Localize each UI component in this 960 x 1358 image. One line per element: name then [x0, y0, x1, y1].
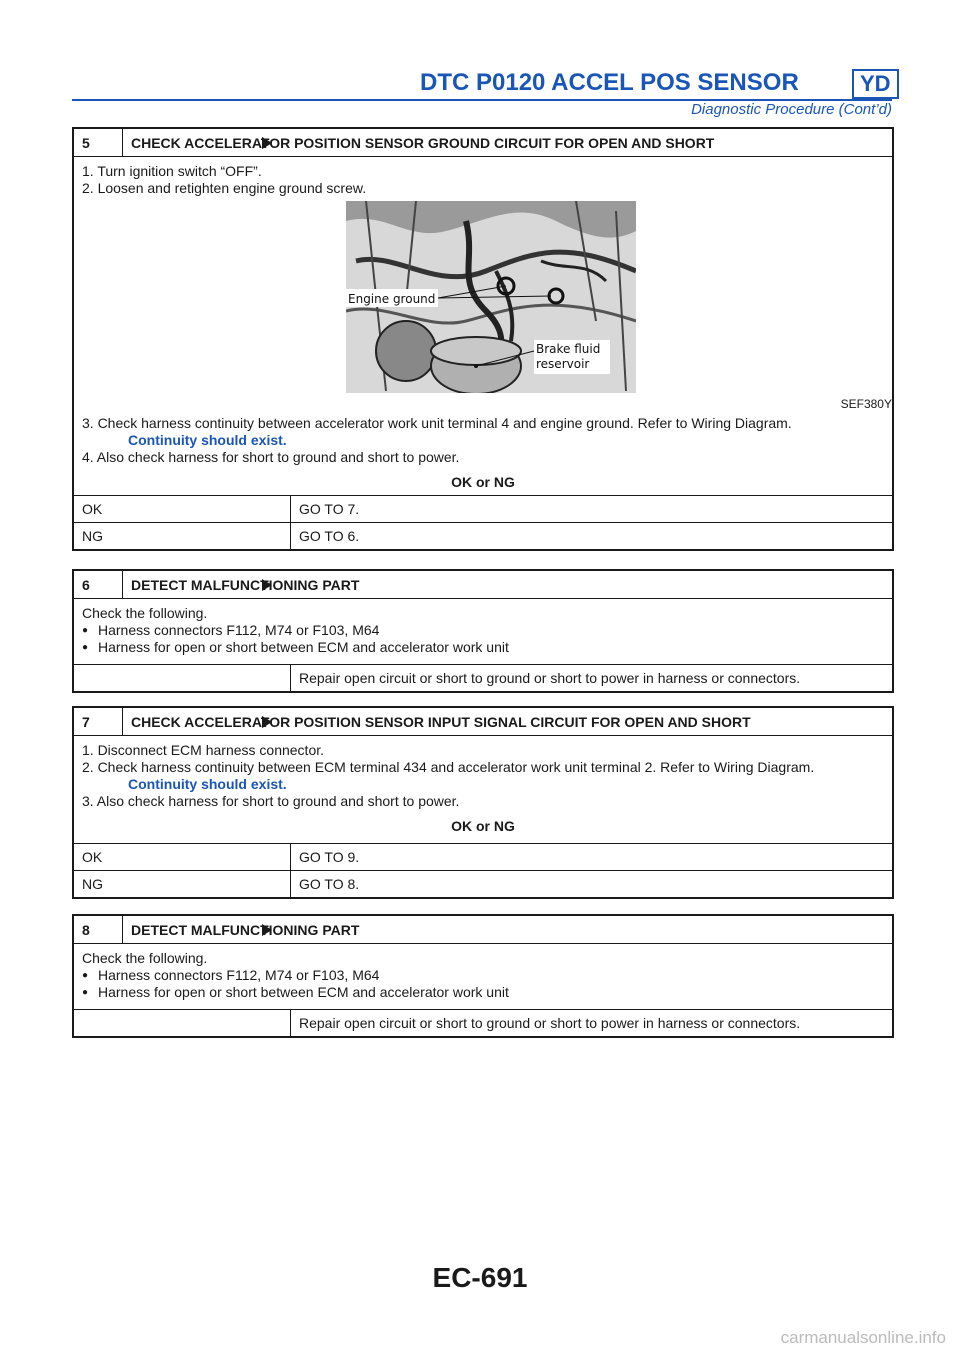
- instruction-line: 4. Also check harness for short to ground and short to power.: [82, 449, 460, 465]
- arrow-right-icon: [262, 924, 272, 936]
- document-title: DTC P0120 ACCEL POS SENSOR: [420, 69, 799, 96]
- arrow-right-icon: [262, 716, 272, 728]
- figure-code: SEF380Y: [840, 397, 892, 411]
- step-6-block: [72, 569, 894, 693]
- step-8-body: [74, 943, 892, 1009]
- step-number: 5: [74, 129, 123, 156]
- arrow-right-icon: [262, 579, 272, 591]
- result-row: [74, 1009, 892, 1036]
- step-title: CHECK ACCELERATOR POSITION SENSOR INPUT SIGNAL CIRCUIT FOR OPEN AND SHORT: [131, 714, 751, 730]
- step-6-heading: [74, 571, 892, 598]
- result-row-ng: [74, 522, 892, 549]
- result-row-ok: [74, 843, 892, 870]
- result-label: OK: [82, 849, 103, 865]
- bullet-item: ● Harness for open or short between ECM and accelerator work unit: [82, 639, 884, 656]
- instruction-line: 2. Loosen and retighten engine ground screw.: [82, 180, 367, 196]
- instruction-line: 2. Check harness continuity between ECM terminal 434 and accelerator work unit terminal 2. Refer to Wiring Diagram.: [82, 759, 815, 775]
- result-label: NG: [82, 528, 103, 544]
- result-action: Repair open circuit or short to ground or short to power in harness or connectors.: [290, 665, 892, 691]
- step-5-heading: [74, 129, 892, 156]
- step-number: 7: [74, 708, 123, 735]
- label-brake-fluid: Brake fluid: [536, 342, 601, 356]
- step-6-body: [74, 598, 892, 664]
- step-7-body: [74, 735, 892, 843]
- step-8-heading: [74, 916, 892, 943]
- result-row-ok: [74, 495, 892, 522]
- step-title: DETECT MALFUNCTIONING PART: [131, 577, 360, 593]
- result-label: OK: [82, 501, 103, 517]
- step-8-block: [72, 914, 894, 1038]
- spec-note: Continuity should exist.: [128, 432, 287, 448]
- page-header: [0, 0, 960, 120]
- step-title: CHECK ACCELERATOR POSITION SENSOR GROUND CIRCUIT FOR OPEN AND SHORT: [131, 135, 715, 151]
- bullet-item: ● Harness connectors F112, M74 or F103, M64: [82, 967, 884, 984]
- ok-or-ng-label: OK or NG: [451, 474, 515, 490]
- step-7-heading: [74, 708, 892, 735]
- result-action: Repair open circuit or short to ground or short to power in harness or connectors.: [290, 1010, 892, 1036]
- label-reservoir: reservoir: [536, 357, 590, 371]
- step-5-body: [74, 156, 892, 495]
- result-label: [74, 665, 242, 691]
- instruction-line: 3. Also check harness for short to ground and short to power.: [82, 793, 460, 809]
- arrow-right-icon: [262, 137, 272, 149]
- step-7-block: [72, 706, 894, 899]
- result-action: GO TO 8.: [290, 871, 892, 897]
- engine-ground-figure: [82, 197, 900, 415]
- step-number: 6: [74, 571, 123, 598]
- page-number: EC-691: [432, 1262, 528, 1293]
- instruction-line: 1. Disconnect ECM harness connector.: [82, 742, 325, 758]
- result-row: [74, 664, 892, 691]
- document-subtitle: Diagnostic Procedure (Cont’d): [691, 101, 892, 118]
- watermark-url: carmanualsonline.info: [780, 1328, 946, 1347]
- instruction-line: Check the following.: [82, 950, 208, 966]
- bullet-item: ● Harness connectors F112, M74 or F103, M64: [82, 622, 884, 639]
- result-action: GO TO 6.: [290, 523, 892, 549]
- ok-or-ng-label: OK or NG: [451, 818, 515, 834]
- instruction-line: 1. Turn ignition switch “OFF”.: [82, 163, 262, 179]
- step-number: 8: [74, 916, 123, 943]
- instruction-line: 3. Check harness continuity between accelerator work unit terminal 4 and engine ground. Refer to Wiring Diagram.: [82, 415, 792, 431]
- label-engine-ground: Engine ground: [348, 292, 436, 306]
- result-row-ng: [74, 870, 892, 897]
- result-action: GO TO 9.: [290, 844, 892, 870]
- engine-photo-illustration: [346, 201, 636, 393]
- step-title: DETECT MALFUNCTIONING PART: [131, 922, 360, 938]
- result-action: GO TO 7.: [290, 496, 892, 522]
- step-5-block: [72, 127, 894, 551]
- result-label: NG: [82, 876, 103, 892]
- instruction-line: Check the following.: [82, 605, 208, 621]
- bullet-item: ● Harness for open or short between ECM and accelerator work unit: [82, 984, 884, 1001]
- spec-note: Continuity should exist.: [128, 776, 287, 792]
- engine-badge: YD: [852, 69, 899, 99]
- result-label: [74, 1010, 242, 1036]
